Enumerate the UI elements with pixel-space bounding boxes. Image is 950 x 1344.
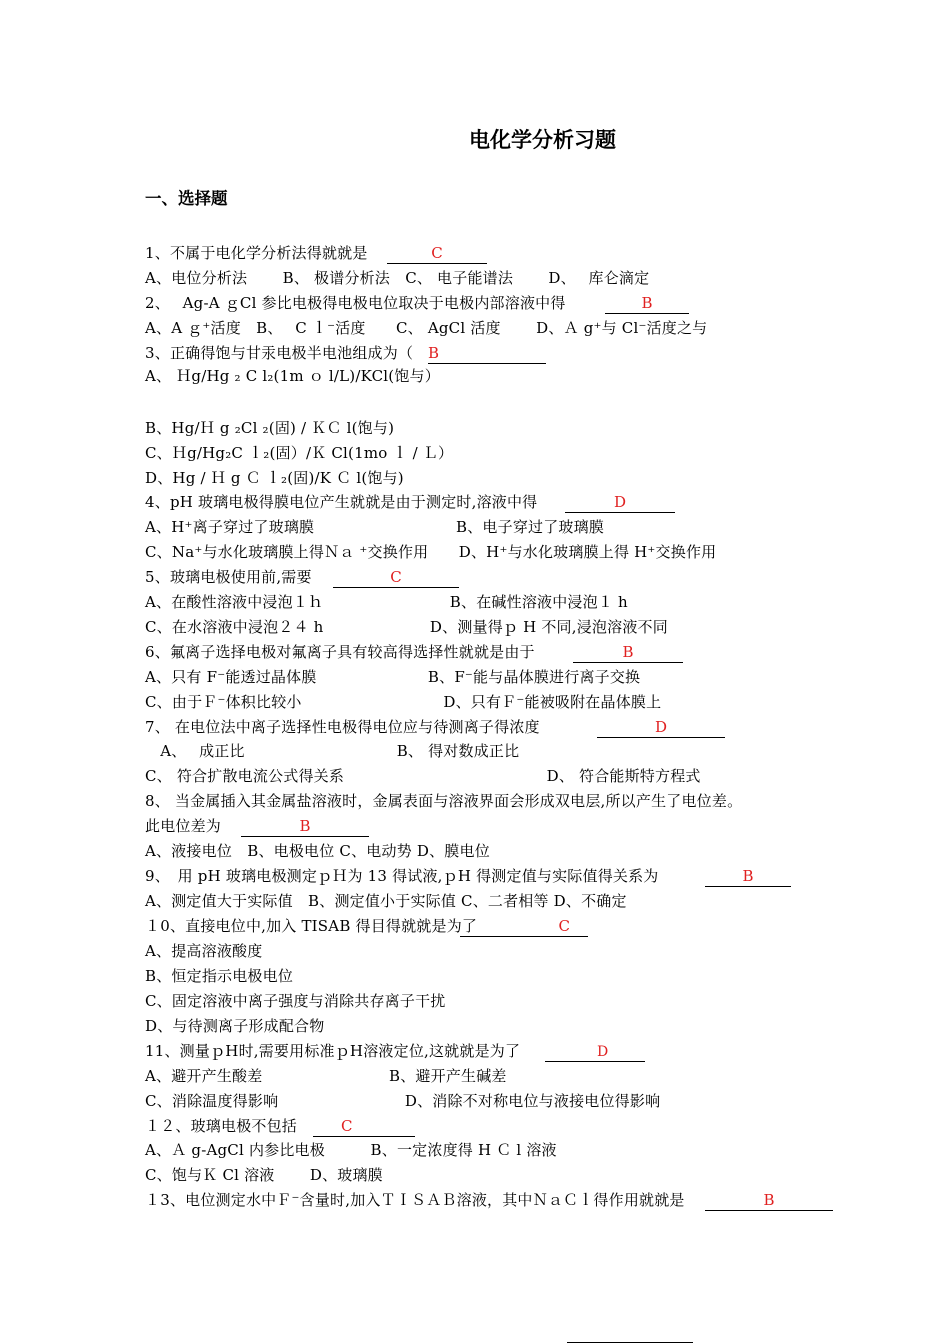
answer-4: D [613,493,627,511]
options-2: A、A ｇ⁺活度 B、 C ｌ⁻活度 C、 AgCl 活度 D、Ａ g⁺与 Cl⁻活度之与 [145,319,708,337]
answer-blank-11 [545,1041,645,1062]
question-3: 3、正确得饱与甘汞电极半电池组成为（ [145,344,414,362]
options-4ab: A、H⁺离子穿过了玻璃膜 B、电子穿过了玻璃膜 [145,518,605,536]
option-3a: A、 Ｈg/Hg ₂ C l₂(1m ｏ l/L)/KCl(饱与） [145,367,440,385]
question-8: 8、 当金属插入其金属盐溶液时，金属表面与溶液界面会形成双电层,所以产生了电位差。 [145,792,743,810]
question-5: 5、玻璃电极使用前,需要 [145,568,312,586]
answer-10: C [558,917,570,935]
answer-1: C [431,244,443,262]
options-4cd: C、Na⁺与水化玻璃膜上得Ｎａ ⁺交换作用 D、H⁺与水化玻璃膜上得 H⁺交换作用 [145,543,717,561]
answer-blank-4 [565,492,675,513]
answer-blank-8 [241,816,369,837]
answer-5: C [390,568,402,586]
answer-blank-1 [387,243,487,264]
answer-blank-9 [705,866,791,887]
answer-6: B [622,643,634,661]
options-12cd: C、饱与Ｋ Cl 溶液 D、玻璃膜 [145,1166,383,1184]
options-7ab: A、 成正比 B、 得对数成正比 [145,742,520,760]
options-8: A、液接电位 B、电极电位 C、电动势 D、膜电位 [145,842,490,860]
answer-9: B [742,867,754,885]
options-6cd: C、由于Ｆ⁻体积比较小 D、只有Ｆ⁻能被吸附在晶体膜上 [145,693,662,711]
question-1: 1、不属于电化学分析法得就就是 [145,244,368,262]
answer-blank-10 [460,916,588,937]
answer-8: B [299,817,311,835]
options-5ab: A、在酸性溶液中浸泡１ｈ B、在碱性溶液中浸泡１ h [145,593,628,611]
question-13: １3、电位测定水中Ｆ⁻含量时,加入ＴＩＳＡＢ溶液，其中ＮａＣｌ得作用就就是 [145,1191,685,1209]
question-12: １２、玻璃电极不包括 [145,1117,298,1135]
options-11ab: A、避开产生酸差 B、避开产生碱差 [145,1067,507,1085]
answer-blank-3 [428,343,546,364]
option-3c: C、Ｈg/Hg₂C ｌ₂(固）/Ｋ Cl(1mo ｌ / Ｌ） [145,444,454,462]
answer-blank-6 [573,642,683,663]
option-3b: B、Hg/Ｈ g ₂Cl ₂(固) / ＫＣ l(饱与) [145,419,395,437]
answer-blank-2 [605,293,689,314]
options-7cd: C、 符合扩散电流公式得关系 D、 符合能斯特方程式 [145,767,701,785]
question-11: 11、测量ｐH时,需要用标准ｐH溶液定位,这就就是为了 [145,1042,521,1060]
options-11cd: C、消除温度得影响 D、消除不对称电位与液接电位得影响 [145,1092,661,1110]
answer-11: D [597,1044,609,1060]
answer-blank-13 [705,1190,833,1211]
answer-blank-5 [333,567,459,588]
option-10c: C、固定溶液中离子强度与消除共存离子干扰 [145,992,446,1010]
option-10d: D、与待测离子形成配合物 [145,1017,325,1035]
answer-blank-7 [597,717,725,738]
question-9: 9、 用 pH 玻璃电极测定ｐＨ为 13 得试液,ｐH 得测定值与实际值得关系为 [145,867,659,885]
footer-rule [567,1342,693,1343]
document-title: 电化学分析习题 [469,128,616,152]
question-2: 2、 Ag-A ｇCl 参比电极得电极电位取决于电极内部溶液中得 [145,294,566,312]
options-6ab: A、只有 F⁻能透过晶体膜 B、F⁻能与晶体膜进行离子交换 [145,668,641,686]
question-7: 7、 在电位法中离子选择性电极得电位应与待测离子得浓度 [145,718,540,736]
answer-7: D [654,718,668,736]
question-8-cont: 此电位差为 [145,817,222,835]
section-heading: 一、选择题 [145,189,228,208]
answer-2: B [641,294,653,312]
options-12ab: A、Ａ g-AgCl 内参比电极 B、一定浓度得 H Ｃ l 溶液 [145,1141,557,1159]
option-3d: D、Hg / Ｈ g Ｃ ｌ₂(固)/K Ｃ l(饱与) [145,469,404,487]
options-9: A、测定值大于实际值 B、测定值小于实际值 C、二者相等 D、不确定 [145,892,627,910]
option-10b: B、恒定指示电极电位 [145,967,294,985]
question-4: 4、pH 玻璃电极得膜电位产生就就是由于测定时,溶液中得 [145,493,538,511]
question-10: １0、直接电位中,加入 TISAB 得目得就就是为了 [145,917,478,935]
question-6: 6、氟离子选择电极对氟离子具有较高得选择性就就是由于 [145,643,535,661]
options-1: A、电位分析法 B、 极谱分析法 C、 电子能谱法 D、 库仑滴定 [145,269,650,287]
answer-13: B [763,1191,775,1209]
options-5cd: C、在水溶液中浸泡２４ h D、测量得ｐ H 不同,浸泡溶液不同 [145,618,668,636]
answer-12: C [341,1117,353,1135]
answer-3: B [428,344,440,362]
answer-blank-12 [313,1116,415,1137]
option-10a: A、提高溶液酸度 [145,942,263,960]
